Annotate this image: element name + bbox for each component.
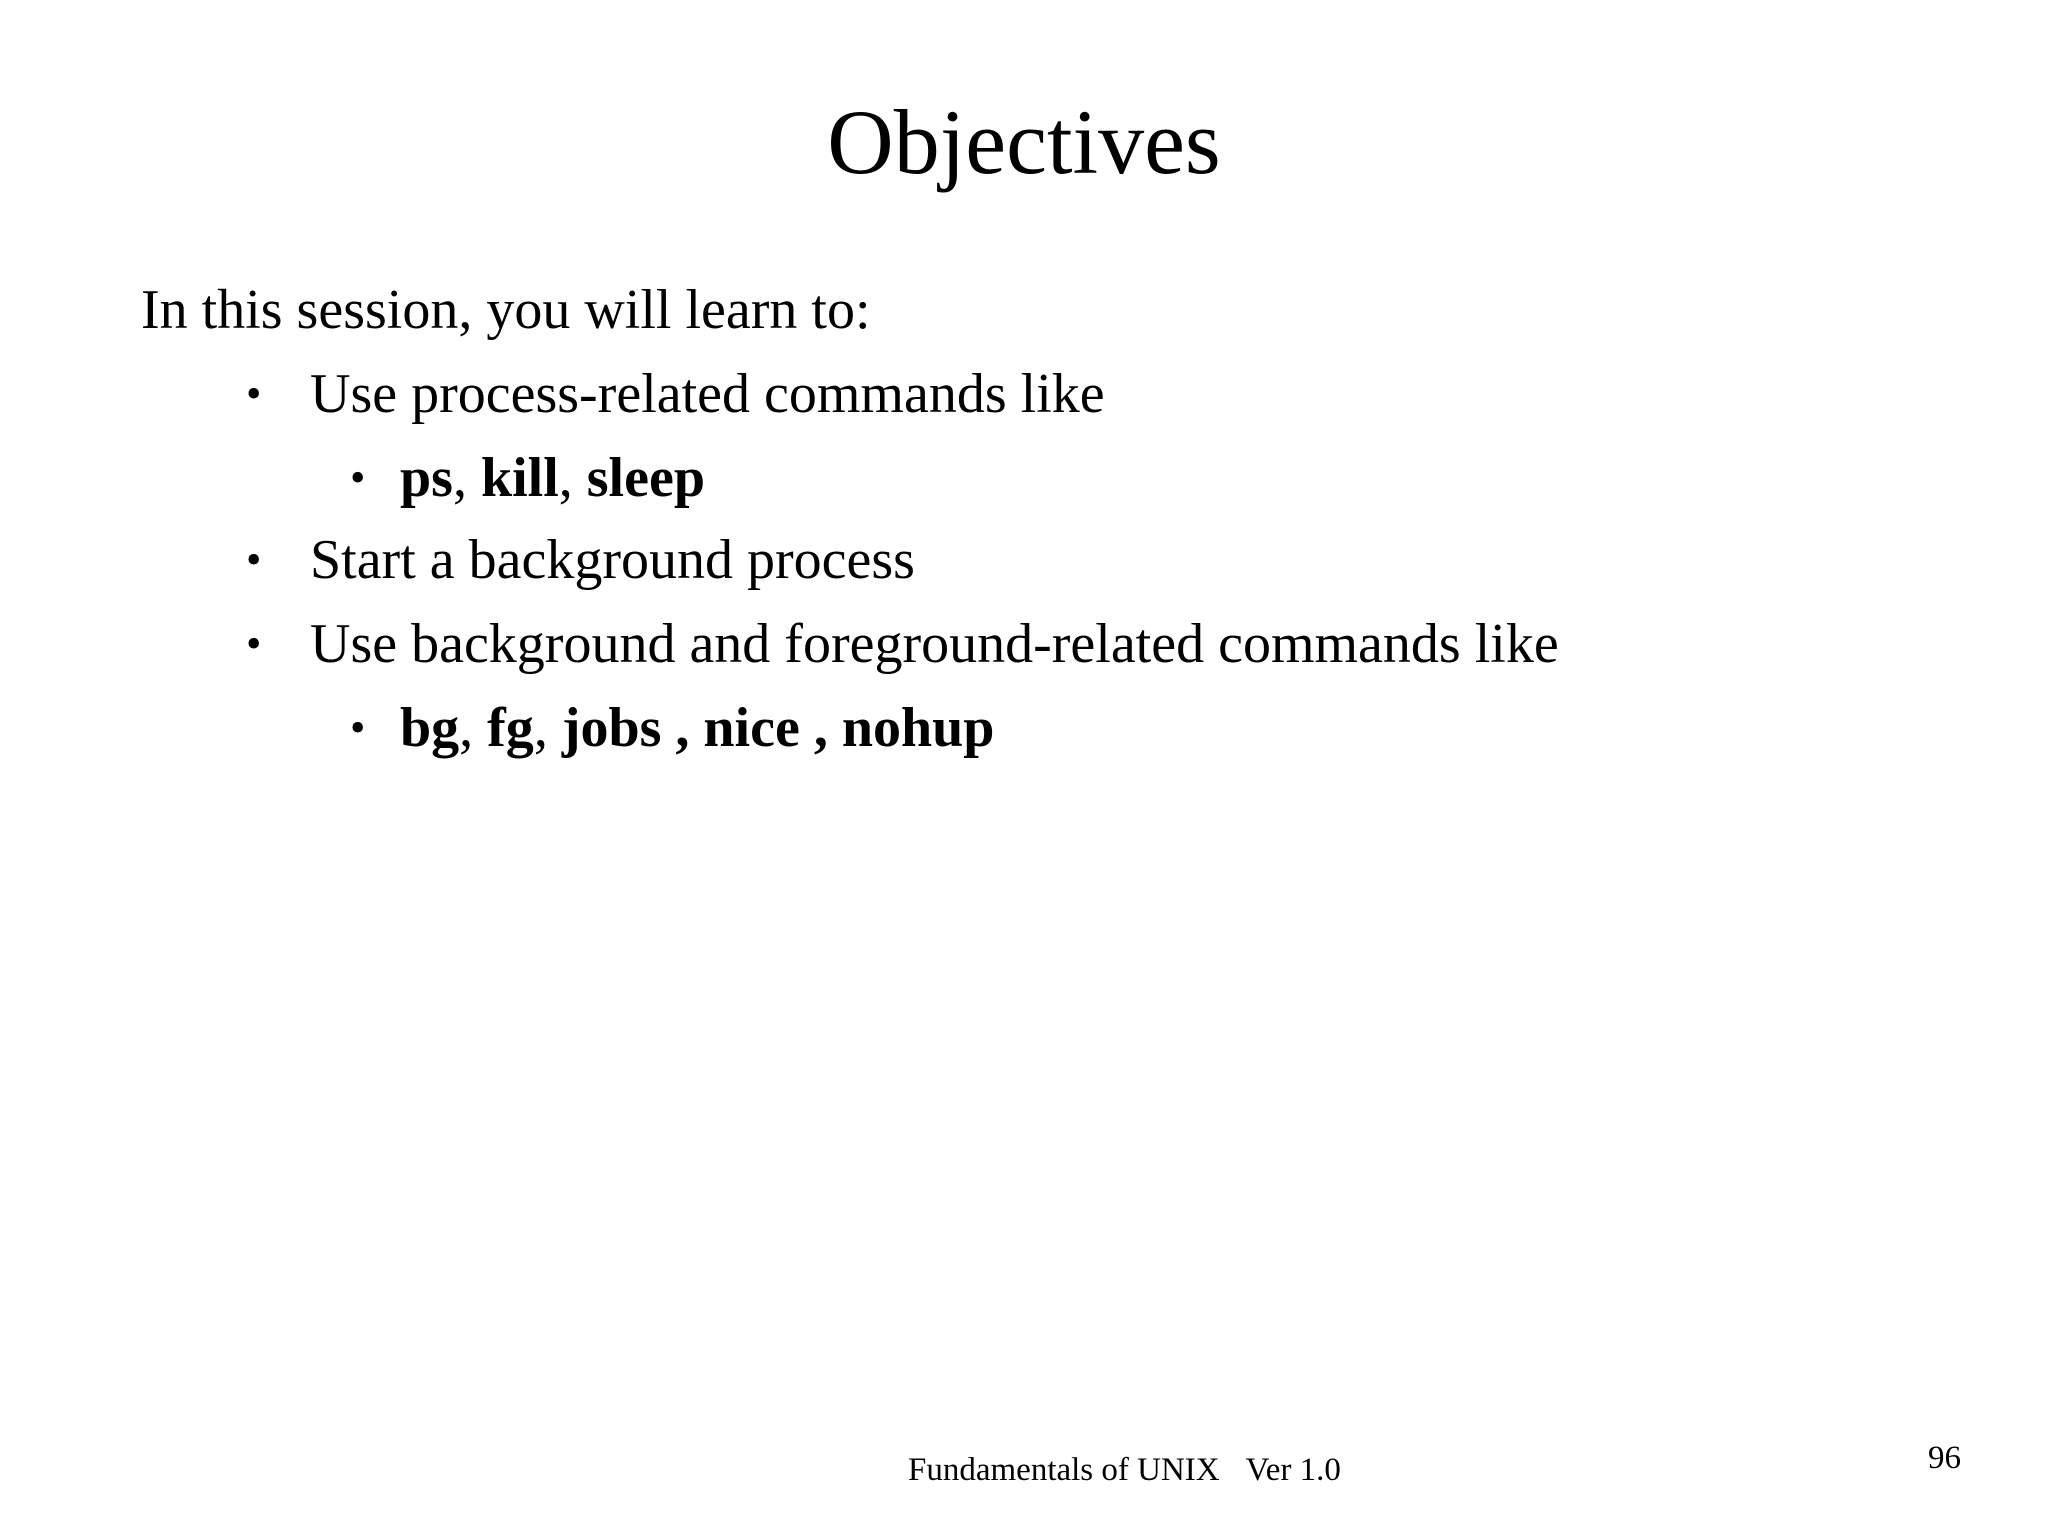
bullet-icon: • (246, 369, 262, 418)
command-kill: kill (480, 447, 559, 509)
slide-title: Objectives (827, 91, 1221, 193)
sub-bullet-item-3 (350, 696, 995, 760)
separator: , (452, 447, 467, 509)
intro-text: In this session, you will learn to: (141, 279, 871, 341)
bullet-icon: • (246, 619, 262, 668)
separator: , (459, 697, 474, 759)
command-sleep: sleep (586, 447, 705, 509)
bullet-text: Use process-related commands like (310, 363, 1105, 425)
command-jobs-nice-nohup: jobs , nice , nohup (561, 697, 995, 759)
command-ps: ps (400, 447, 453, 509)
bullet-item-1 (246, 362, 1105, 426)
sub-bullet-item-1 (350, 446, 705, 510)
footer-version: Ver 1.0 (1245, 1452, 1341, 1488)
bullet-icon: • (350, 453, 366, 502)
command-fg: fg (487, 697, 534, 759)
page-number: 96 (1928, 1440, 1961, 1476)
footer-course: Fundamentals of UNIX (908, 1452, 1220, 1488)
bullet-item-2 (246, 528, 915, 592)
footer-text (908, 1450, 1341, 1490)
separator: , (558, 447, 573, 509)
bullet-icon: • (246, 535, 262, 584)
bullet-text: Use background and foreground-related commands like (310, 613, 1559, 675)
bullet-text: Start a background process (310, 529, 915, 591)
separator: , (533, 697, 548, 759)
command-bg: bg (400, 697, 460, 759)
bullet-item-3 (246, 612, 1559, 676)
bullet-icon: • (350, 703, 366, 752)
